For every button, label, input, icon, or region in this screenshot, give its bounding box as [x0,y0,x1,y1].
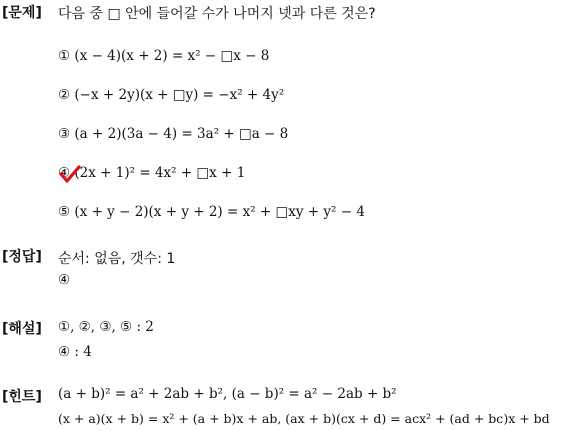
option-2[interactable]: ② (−x + 2y)(x + □y) = −x² + 4y² [58,87,285,103]
option-1[interactable]: ① (x − 4)(x + 2) = x² − □x − 8 [58,48,270,64]
explanation-label: [해설] [2,321,42,337]
check-mark-icon [59,165,81,183]
answer-label: [정답] [2,249,42,265]
answer-value: ④ [58,272,71,288]
answer-meta: 순서: 없음, 갯수: 1 [58,251,176,267]
option-3[interactable]: ③ (a + 2)(3a − 4) = 3a² + □a − 8 [58,126,289,142]
explanation-line-1: ①, ②, ③, ⑤ : 2 [58,319,154,335]
explanation-line-2: ④ : 4 [58,344,92,360]
hint-line-1: (a + b)² = a² + 2ab + b², (a − b)² = a² − 2ab + b² [58,386,397,402]
hint-line-2: (x + a)(x + b) = x² + (a + b)x + ab, (ax + b)(cx + d) = acx² + (ad + bc)x + bd [58,411,550,426]
option-4[interactable]: ④ (2x + 1)² = 4x² + □x + 1 [58,165,246,181]
problem-label: [문제] [2,5,42,21]
option-5[interactable]: ⑤ (x + y − 2)(x + y + 2) = x² + □xy + y² − 4 [58,204,365,220]
question-text: 다음 중 □ 안에 들어갈 수가 나머지 넷과 다른 것은? [58,6,376,22]
hint-label: [힌트] [2,389,42,405]
